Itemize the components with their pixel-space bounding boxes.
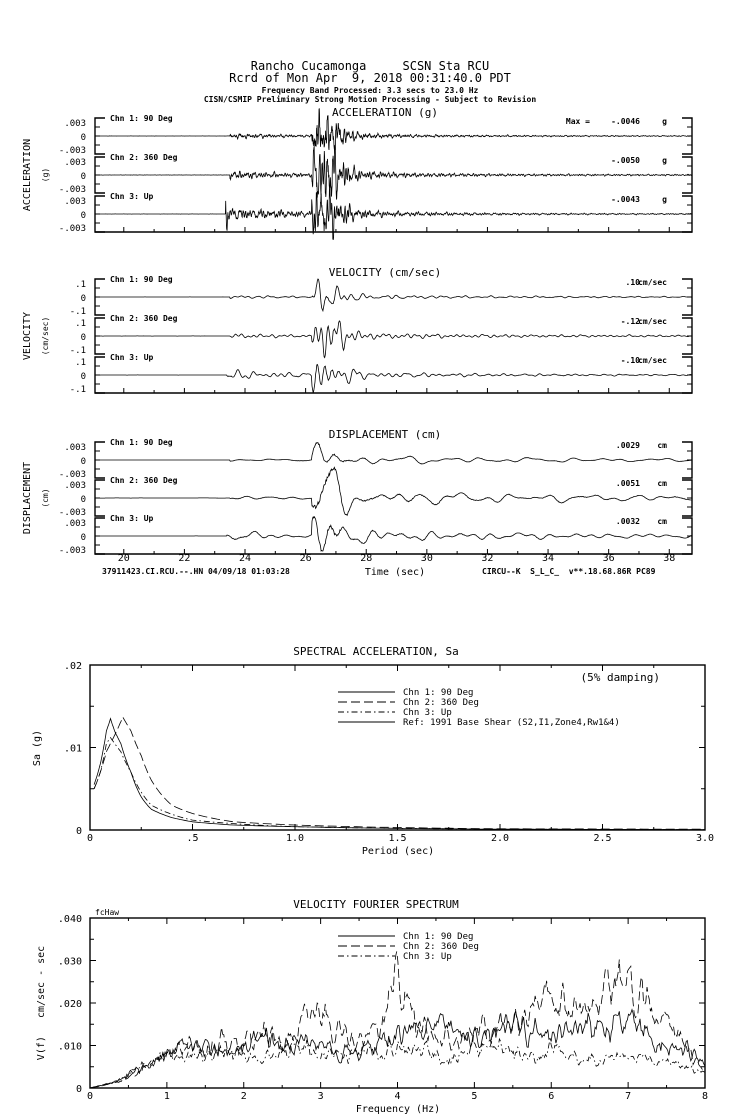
fourier-spectrum-chart	[36, 898, 708, 1115]
max-value: -.0050	[611, 156, 640, 165]
fs-xlabel: Frequency (Hz)	[355, 1104, 441, 1115]
y-tick-label: 0	[75, 826, 82, 837]
series-1-line	[90, 1010, 705, 1088]
plot-frame	[90, 665, 705, 830]
y-tick-label: .003	[64, 119, 86, 129]
y-tick-label: -.1	[69, 385, 86, 395]
channel-trace	[95, 145, 692, 200]
y-tick-label: .030	[57, 956, 82, 968]
x-tick-label: 6	[548, 1091, 555, 1102]
x-tick-label: 1.0	[285, 833, 305, 844]
series-2-line	[94, 717, 705, 829]
y-tick-label: .040	[57, 914, 82, 925]
panel-ylabel: VELOCITY	[22, 311, 33, 361]
panel-title: ACCELERATION (g)	[332, 106, 438, 119]
x-tick-label: 3	[317, 1091, 324, 1102]
max-value: .0051	[615, 479, 640, 488]
time-series-panels	[22, 106, 692, 556]
time-axis-label: Time (sec)	[364, 567, 426, 578]
band-note: Frequency Band Processed: 3.3 secs to 23.0 Hz	[261, 86, 479, 95]
y-tick-label: -.003	[58, 185, 86, 195]
y-tick-label: .02	[63, 661, 82, 672]
channel-2	[59, 467, 692, 518]
channel-trace	[95, 321, 691, 358]
y-tick-label: 0	[80, 457, 86, 467]
max-value: -.10	[620, 356, 640, 365]
max-value: .10	[625, 278, 640, 287]
series-1-line	[94, 719, 705, 830]
y-tick-label: 0	[80, 133, 86, 143]
y-tick-label: 0	[80, 333, 86, 343]
time-tick-label: 20	[117, 553, 130, 564]
spectral-acceleration-chart	[32, 645, 714, 857]
legend-entry: Chn 2: 360 Deg	[403, 942, 479, 952]
channel-trace	[95, 279, 691, 311]
y-tick-label: .010	[57, 1041, 82, 1053]
channel-label: Chn 3: Up	[110, 514, 154, 523]
y-tick-label: 0	[80, 211, 86, 221]
max-unit: cm	[657, 517, 667, 526]
time-tick-label: 22	[178, 553, 191, 564]
time-tick-label: 30	[420, 553, 433, 564]
record-title: Rcrd of Mon Apr 9, 2018 00:31:40.0 PDT	[229, 71, 511, 85]
max-unit: cm	[657, 479, 667, 488]
channel-2	[70, 314, 692, 358]
time-tick-label: 38	[663, 553, 676, 564]
channel-label: Chn 2: 360 Deg	[110, 476, 178, 485]
panel-unit: (g)	[41, 167, 50, 183]
y-tick-label: 0	[80, 495, 86, 505]
panel-ylabel: ACCELERATION	[22, 138, 33, 212]
x-tick-label: 7	[625, 1091, 632, 1102]
y-tick-label: .003	[64, 197, 86, 207]
panel-acc	[22, 106, 692, 240]
y-tick-label: -.003	[58, 470, 86, 480]
time-tick-label: 32	[481, 553, 494, 564]
panel-unit: (cm/sec)	[41, 316, 50, 356]
max-value: -.0046	[611, 117, 640, 126]
y-tick-label: -.1	[69, 346, 86, 356]
sa-damping-note: (5% damping)	[580, 671, 660, 684]
fs-title: VELOCITY FOURIER SPECTRUM	[293, 898, 459, 911]
channel-trace	[95, 517, 691, 551]
max-prefix: Max =	[565, 117, 590, 126]
y-tick-label: .003	[64, 443, 86, 453]
channel-label: Chn 3: Up	[110, 353, 154, 362]
footer-left: 37911423.CI.RCU.--.HN 04/09/18 01:03:28	[102, 567, 290, 576]
y-tick-label: .1	[75, 358, 86, 368]
y-tick-label: -.003	[58, 224, 86, 234]
legend-entry: Chn 1: 90 Deg	[403, 932, 474, 942]
panel-ylabel: DISPLACEMENT	[22, 461, 33, 535]
legend-entry: Ref: 1991 Base Shear (S2,I1,Zone4,Rw1&4)	[403, 718, 620, 728]
channel-label: Chn 3: Up	[110, 192, 154, 201]
x-tick-label: 0	[86, 833, 94, 844]
y-tick-label: -.1	[69, 307, 86, 317]
processing-note: CISN/CSMIP Preliminary Strong Motion Processing - Subject to Revision	[203, 95, 537, 104]
channel-3	[70, 353, 692, 395]
x-tick-label: 5	[471, 1091, 478, 1102]
y-tick-label: -.003	[58, 146, 86, 156]
legend-entry: Chn 3: Up	[403, 708, 452, 718]
max-unit: cm	[657, 441, 667, 450]
max-value: .0029	[615, 441, 640, 450]
max-unit: g	[662, 117, 667, 126]
x-tick-label: 0	[86, 1091, 94, 1102]
y-tick-label: -.003	[58, 546, 86, 556]
footer-right: CIRCU--K S_L_C_ v**.18.68.86R PC89	[482, 567, 656, 576]
series-2-line	[90, 951, 705, 1088]
max-unit: cm/sec	[638, 356, 667, 365]
sa-ylabel: Sa (g)	[32, 729, 43, 767]
time-tick-label: 24	[238, 553, 252, 564]
y-tick-label: 0	[80, 294, 86, 304]
sa-title: SPECTRAL ACCELERATION, Sa	[293, 645, 459, 658]
x-tick-label: 4	[394, 1091, 401, 1102]
panel-vel	[22, 266, 692, 395]
channel-trace	[95, 443, 691, 464]
legend-entry: Chn 3: Up	[403, 952, 452, 962]
max-unit: cm/sec	[638, 317, 667, 326]
channel-3	[59, 514, 692, 556]
y-tick-label: 0	[80, 372, 86, 382]
x-tick-label: 2.5	[593, 833, 612, 844]
y-tick-label: .1	[75, 319, 86, 329]
channel-label: Chn 1: 90 Deg	[110, 275, 173, 284]
time-axis	[102, 553, 675, 578]
channel-label: Chn 1: 90 Deg	[110, 114, 173, 123]
channel-1	[59, 438, 692, 480]
max-unit: g	[662, 195, 667, 204]
max-value: -.0043	[611, 195, 640, 204]
time-tick-label: 28	[360, 553, 373, 564]
legend-entry: Chn 1: 90 Deg	[403, 688, 474, 698]
x-tick-label: 1	[163, 1091, 170, 1102]
channel-trace	[95, 467, 691, 515]
panel-title: DISPLACEMENT (cm)	[328, 428, 442, 441]
plot-frame	[90, 918, 705, 1088]
channel-1	[70, 275, 692, 317]
y-tick-label: 0	[75, 1084, 82, 1095]
x-tick-label: 2.0	[490, 833, 510, 844]
y-tick-label: .003	[64, 158, 86, 168]
x-tick-label: 3.0	[695, 833, 715, 844]
fs-ylabel: V(f) cm/sec - sec	[36, 945, 47, 1061]
panel-dis	[22, 428, 692, 556]
channel-label: Chn 1: 90 Deg	[110, 438, 173, 447]
legend-entry: Chn 2: 360 Deg	[403, 698, 479, 708]
y-tick-label: .020	[57, 999, 82, 1010]
y-tick-label: 0	[80, 533, 86, 543]
channel-label: Chn 2: 360 Deg	[110, 153, 178, 162]
x-tick-label: 8	[701, 1091, 709, 1102]
y-tick-label: .1	[75, 280, 86, 290]
time-tick-label: 36	[602, 553, 615, 564]
x-tick-label: 1.5	[388, 833, 407, 844]
channel-2	[59, 145, 692, 200]
x-tick-label: .5	[186, 833, 199, 844]
max-unit: g	[662, 156, 667, 165]
y-tick-label: -.003	[58, 508, 86, 518]
y-tick-label: 0	[80, 172, 86, 182]
y-tick-label: .01	[63, 743, 82, 755]
series-3-line	[90, 1038, 705, 1088]
time-tick-label: 34	[542, 553, 555, 564]
time-tick-label: 26	[299, 553, 312, 564]
header	[204, 59, 537, 104]
sa-xlabel: Period (sec)	[361, 846, 435, 857]
station-title: Rancho Cucamonga SCSN Sta RCU	[250, 59, 490, 73]
y-tick-label: .003	[64, 481, 86, 491]
y-tick-label: .003	[64, 519, 86, 529]
panel-title: VELOCITY (cm/sec)	[328, 266, 442, 279]
panel-unit: (cm)	[41, 488, 50, 508]
series-3-line	[94, 738, 705, 830]
channel-label: Chn 2: 360 Deg	[110, 314, 178, 323]
max-unit: cm/sec	[638, 278, 667, 287]
x-tick-label: 2	[240, 1091, 247, 1102]
max-value: -.12	[620, 317, 640, 326]
max-value: .0032	[615, 517, 640, 526]
fs-tag: fcHaw	[95, 908, 120, 917]
